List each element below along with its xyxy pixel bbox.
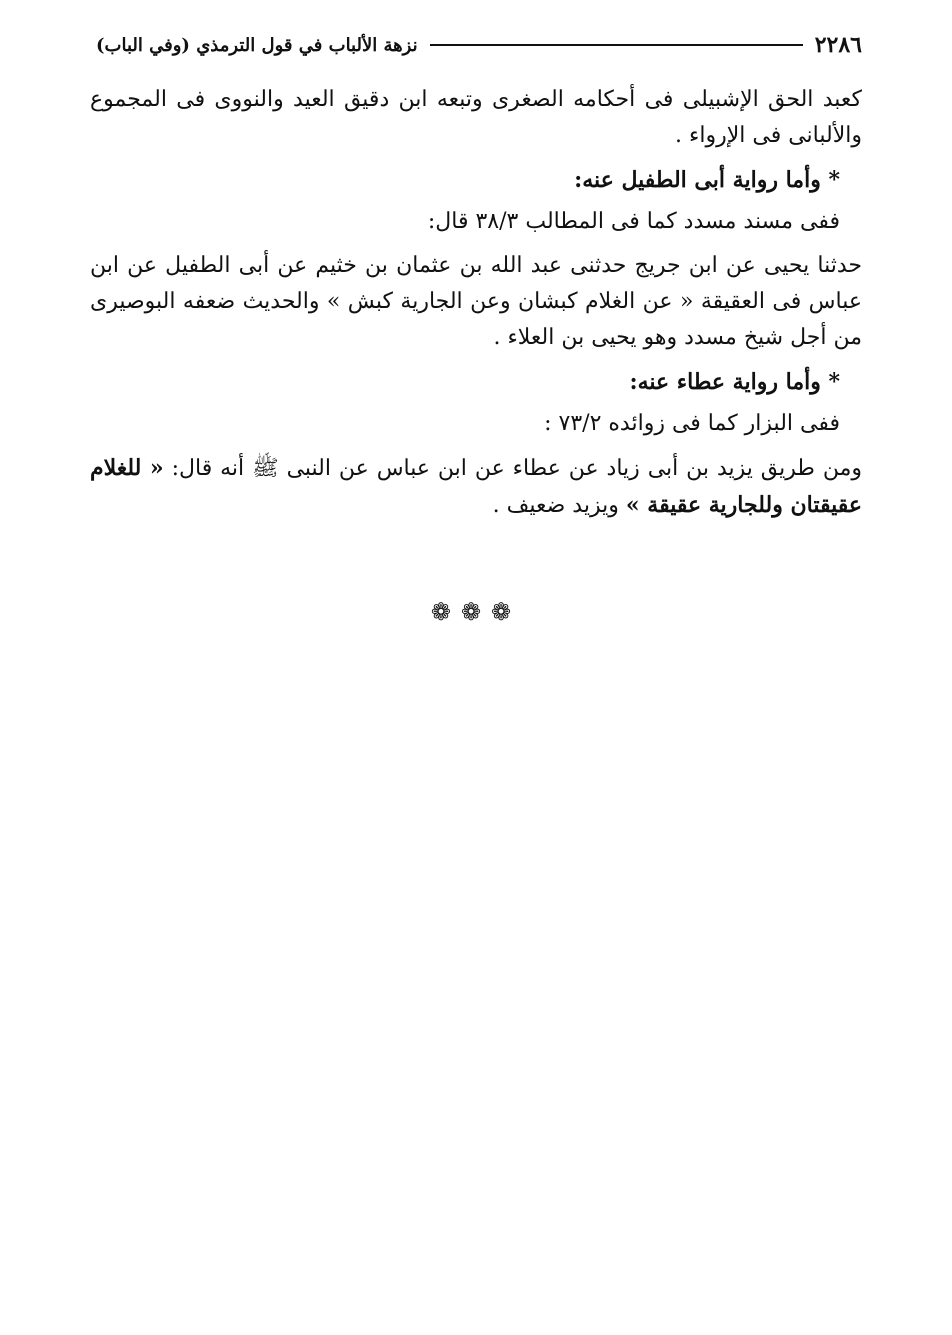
section-heading-ata: * وأما رواية عطاء عنه:: [629, 369, 840, 395]
section-separator: ❁❁❁: [430, 598, 522, 626]
paragraph-3-end: ويزيد ضعيف .: [492, 493, 626, 518]
section-heading-abu-tufail: * وأما رواية أبى الطفيل عنه:: [574, 167, 840, 193]
running-title: نزهة الألباب في قول الترمذي (وفي الباب): [96, 34, 418, 56]
source-line-bazzar: ففى البزار كما فى زوائده ٧٣/٢ :: [544, 411, 840, 436]
hadith-quote: « للغلام عقيقتان وللجارية عقيقة »: [90, 455, 862, 518]
paragraph-1: كعبد الحق الإشبيلى فى أحكامه الصغرى وتبعه ابن دقيق العيد والنووى فى المجموع والألبانى فى الإرواء .: [90, 87, 862, 148]
paragraph-2: حدثنا يحيى عن ابن جريج حدثنى عبد الله بن عثمان بن خثيم عن أبى الطفيل عن ابن عباس فى العقيقة « عن الغلام كبشان وعن الجارية كبش » والحديث ضعفه البوصيرى من أجل شيخ مسدد وهو يحيى بن العلاء .: [90, 253, 862, 350]
page-number: ٢٢٨٦: [814, 32, 862, 58]
paragraph-3-start: ومن طريق يزيد بن أبى زياد عن عطاء عن ابن عباس عن النبى ﷺ أنه قال:: [163, 456, 862, 481]
source-line-musaddad: ففى مسند مسدد كما فى المطالب ٣٨/٣ قال:: [427, 209, 840, 234]
header-rule: [430, 44, 803, 46]
body-text: [90, 82, 862, 524]
page-header: [96, 28, 862, 62]
paragraph-3: [90, 450, 862, 524]
